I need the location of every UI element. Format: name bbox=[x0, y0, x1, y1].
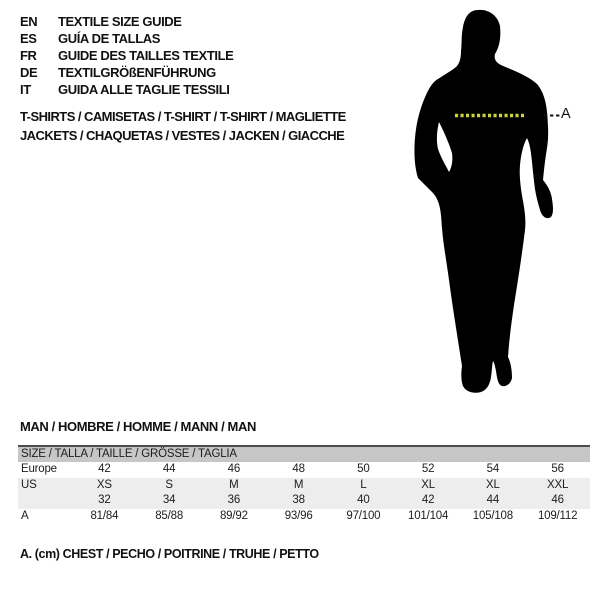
size-cell: L bbox=[360, 478, 367, 491]
size-cell: 36 bbox=[227, 494, 241, 506]
size-cell: M bbox=[293, 478, 304, 491]
category-line-jackets: JACKETS / CHAQUETAS / VESTES / JACKEN / GIACCHE bbox=[20, 128, 345, 143]
size-cell: 42 bbox=[98, 463, 111, 475]
section-heading-man: MAN / HOMBRE / HOMME / MANN / MAN bbox=[20, 419, 256, 434]
language-title: GUIDE DES TAILLES TEXTILE bbox=[58, 48, 234, 63]
language-code: DE bbox=[20, 65, 38, 80]
garment-categories bbox=[20, 107, 346, 145]
size-cell: S bbox=[165, 478, 173, 491]
language-title: TEXTILGRÖßENFÜHRUNG bbox=[58, 65, 216, 80]
size-cell: 85/88 bbox=[155, 509, 184, 522]
table-row-europe bbox=[18, 462, 590, 478]
size-cell: 46 bbox=[551, 494, 564, 506]
language-row-es bbox=[20, 30, 233, 47]
size-cell: 89/92 bbox=[219, 509, 248, 522]
man-silhouette bbox=[400, 0, 600, 400]
size-cell: 32 bbox=[98, 494, 111, 506]
size-table-header: SIZE / TALLA / TAILLE / GRÖSSE / TAGLIA bbox=[18, 445, 590, 462]
language-row-en bbox=[20, 13, 233, 30]
language-title: GUIDA ALLE TAGLIE TESSILI bbox=[58, 82, 230, 97]
size-cell: XS bbox=[96, 478, 112, 491]
size-cell: 40 bbox=[357, 494, 370, 506]
size-cell: XXL bbox=[547, 478, 569, 491]
size-cell: 52 bbox=[421, 463, 435, 475]
row-label: A bbox=[21, 509, 29, 522]
size-cell: 93/96 bbox=[284, 509, 313, 522]
size-cell: 56 bbox=[551, 463, 564, 475]
man-silhouette-path bbox=[414, 10, 553, 393]
measurement-footnote: A. (cm) CHEST / PECHO / POITRINE / TRUHE / PETTO bbox=[20, 547, 319, 561]
size-cell: 38 bbox=[292, 494, 305, 506]
size-cell: 50 bbox=[357, 463, 370, 475]
size-cell: 34 bbox=[162, 494, 176, 506]
measurement-label-a: A bbox=[561, 106, 571, 122]
size-cell: 109/112 bbox=[537, 509, 578, 522]
table-row-us-numeric bbox=[18, 493, 590, 509]
language-code: IT bbox=[20, 82, 31, 97]
category-line-tshirts: T-SHIRTS / CAMISETAS / T-SHIRT / T-SHIRT / MAGLIETTE bbox=[20, 109, 346, 124]
table-row-us bbox=[18, 478, 590, 494]
language-row-de bbox=[20, 64, 233, 81]
size-cell: 101/104 bbox=[408, 509, 449, 522]
size-cell: 97/100 bbox=[346, 509, 381, 522]
size-cell: M bbox=[229, 478, 239, 491]
size-cell: 54 bbox=[486, 463, 500, 475]
row-label: US bbox=[21, 478, 37, 491]
size-cell: 42 bbox=[421, 494, 435, 506]
size-table bbox=[18, 445, 590, 524]
language-code: FR bbox=[20, 48, 37, 63]
table-row-chest-cm bbox=[18, 509, 590, 525]
size-cell: XL bbox=[421, 478, 435, 491]
size-cell: XL bbox=[486, 478, 500, 491]
size-cell: 105/108 bbox=[472, 509, 513, 522]
language-code: EN bbox=[20, 14, 38, 29]
language-title: TEXTILE SIZE GUIDE bbox=[58, 14, 182, 29]
size-cell: 44 bbox=[162, 463, 176, 475]
language-title: GUÍA DE TALLAS bbox=[58, 31, 161, 46]
size-cell: 46 bbox=[227, 463, 241, 475]
row-label: Europe bbox=[21, 463, 57, 475]
language-row-fr bbox=[20, 47, 233, 64]
size-cell: 81/84 bbox=[90, 509, 119, 522]
language-title-list bbox=[20, 13, 233, 98]
size-cell: 48 bbox=[292, 463, 305, 475]
language-row-it bbox=[20, 81, 233, 98]
size-cell: 44 bbox=[486, 494, 500, 506]
language-code: ES bbox=[20, 31, 37, 46]
